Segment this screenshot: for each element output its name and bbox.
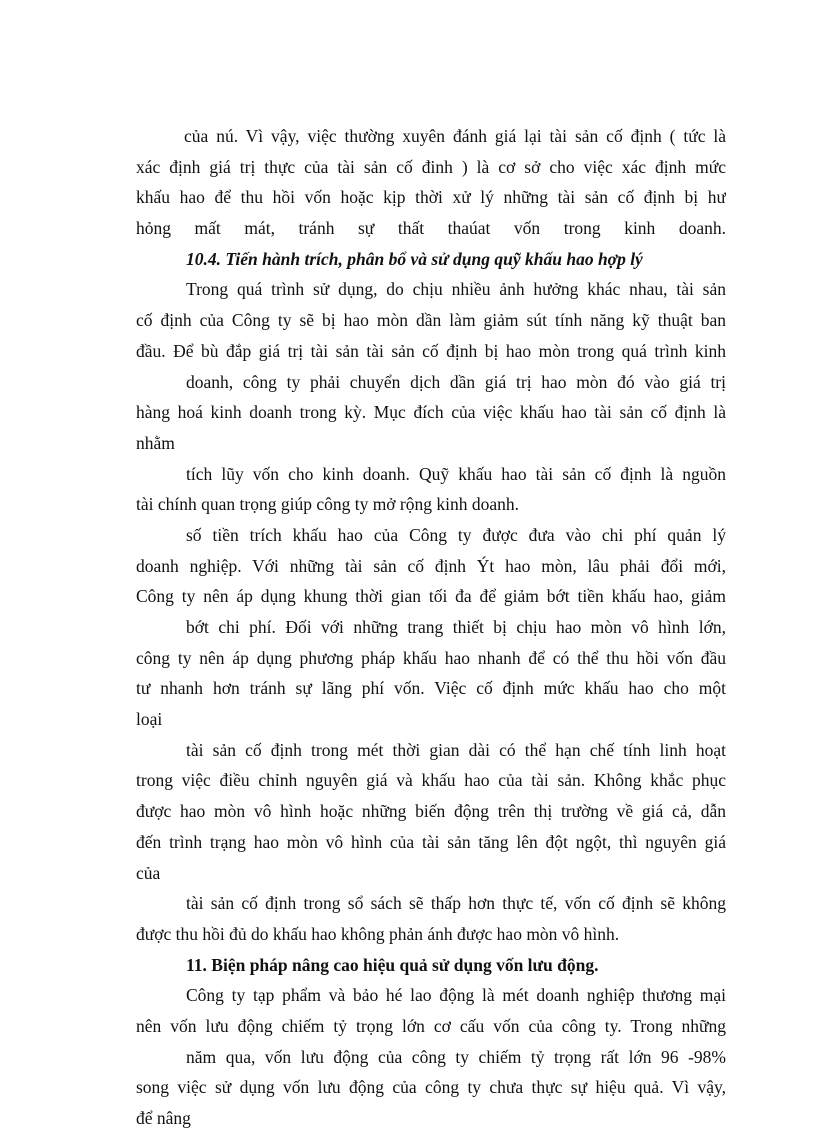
text-line: trong việc điều chỉnh nguyên giá và khấu hao của tài sản. Không khắc phục [136, 770, 726, 791]
text-line: xác định giá trị thực của tài sản cố đinh ) là cơ sở cho việc xác định mức [136, 156, 726, 177]
text-line: tài sản cố định trong sổ sách sẽ thấp hơn thực tế, vốn cố định sẽ không [186, 893, 726, 914]
text-line: được hao mòn vô hình hoặc những biến động trên thị trường về giá cả, dẫn [136, 801, 726, 822]
text-line: bớt chi phí. Đối với những trang thiết bị chịu hao mòn vô hình lớn, [186, 617, 726, 637]
section-heading-11: 11. Biện pháp nâng cao hiệu quả sử dụng vốn lưu động. [186, 954, 599, 975]
text-line: của [136, 862, 161, 883]
text-line: hàng hoá kinh doanh trong kỳ. Mục đích của việc khấu hao tài sản cố định là [136, 402, 726, 423]
text-line: cố định của Công ty sẽ bị hao mòn dần làm giảm sút tính năng kỹ thuật ban [136, 310, 726, 331]
text-line: tích lũy vốn cho kinh doanh. Quỹ khấu hao tài sản cố định là nguồn [186, 463, 726, 484]
text-line: được thu hồi đủ do khấu hao không phản ánh được hao mòn vô hình. [136, 923, 620, 944]
text-line: hỏng mất mát, tránh sự thất thaúat vốn trong kinh doanh. [136, 218, 726, 239]
text-line: để nâng [136, 1108, 191, 1128]
text-line: tài sản cố định trong mét thời gian dài có thể hạn chế tính linh hoạt [186, 739, 726, 760]
document-body [136, 121, 726, 1134]
text-line: công ty nên áp dụng phương pháp khấu hao nhanh để có thể thu hồi vốn đầu [136, 647, 726, 668]
text-line: nhằm [136, 432, 175, 453]
text-line: loại [136, 709, 163, 730]
text-line: Công ty nên áp dụng khung thời gian tối đa để giảm bớt tiền khấu hao, giảm [136, 586, 726, 607]
text-line: nên vốn lưu động chiếm tỷ trọng lớn cơ cấu vốn của công ty. Trong những [136, 1015, 726, 1036]
text-line: khấu hao để thu hồi vốn hoặc kịp thời xử lý những tài sản cố định bị hư [136, 187, 726, 208]
text-line: Công ty tạp phẩm và bảo hé lao động là mét doanh nghiệp thương mại [186, 985, 726, 1006]
text-line: của nú. Vì vậy, việc thường xuyên đánh giá lại tài sản cố định ( tức là [184, 126, 726, 146]
text-line: tư nhanh hơn tránh sự lãng phí vốn. Việc cố định mức khấu hao cho một [136, 678, 726, 699]
text-line: đến trình trạng hao mòn vô hình của tài sản tăng lên đột ngột, thì nguyên giá [136, 831, 726, 852]
text-line: số tiền trích khấu hao của Công ty được đưa vào chi phí quản lý [186, 524, 726, 545]
text-line: năm qua, vốn lưu động của công ty chiếm tỷ trọng rất lớn 96 -98% [186, 1046, 726, 1067]
section-heading-10-4: 10.4. Tiến hành trích, phân bổ và sử dụng quỹ khấu hao hợp lý [186, 248, 643, 269]
text-line: doanh nghiệp. Với những tài sản cố định Ýt hao mòn, lâu phải đổi mới, [136, 555, 726, 576]
text-line: song việc sử dụng vốn lưu động của công ty chưa thực sự hiệu quả. Vì vậy, [136, 1077, 726, 1098]
text-line: doanh, công ty phải chuyển dịch dần giá trị hao mòn đó vào giá trị [186, 371, 726, 392]
text-line: đầu. Để bù đắp giá trị tài sản tài sản cố định bị hao mòn trong quá trình kinh [136, 340, 726, 361]
text-line: Trong quá trình sử dụng, do chịu nhiều ảnh hưởng khác nhau, tài sản [186, 279, 726, 300]
text-line: tài chính quan trọng giúp công ty mở rộng kinh doanh. [136, 494, 520, 515]
